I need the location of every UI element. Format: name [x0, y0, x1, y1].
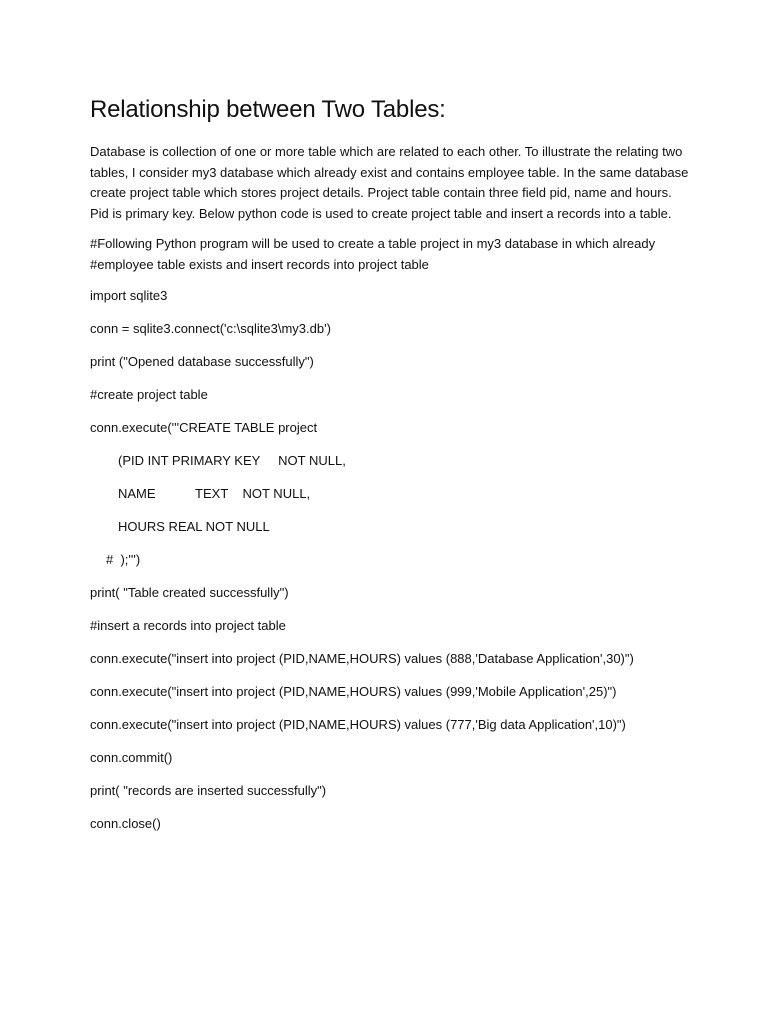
code-line-hours-column: HOURS REAL NOT NULL: [118, 519, 270, 534]
intro-line: Pid is primary key. Below python code is used to create project table and insert a records into a table.: [90, 205, 672, 221]
code-line-close-create: # );'''): [106, 552, 141, 567]
code-line-print-created: print( "Table created successfully"): [90, 585, 289, 600]
intro-paragraph: [90, 142, 689, 224]
code-line-commit: conn.commit(): [90, 750, 173, 765]
code-line-close: conn.close(): [90, 816, 161, 831]
intro-line: create project table which stores project details. Project table contain three field pid, name and hours.: [90, 185, 672, 200]
intro-line: Database is collection of one or more table which are related to each other. To illustrate the relating two: [90, 144, 683, 159]
code-line-insert-888: conn.execute("insert into project (PID,NAME,HOURS) values (888,'Database Application',30)"): [90, 651, 634, 666]
code-line-insert-777: conn.execute("insert into project (PID,NAME,HOURS) values (777,'Big data Application',10)"): [90, 717, 626, 732]
intro-line: tables, I consider my3 database which already exist and contains employee table. In the same database: [90, 164, 689, 180]
comment-line: #Following Python program will be used to create a table project in my3 database in which already: [90, 236, 656, 251]
code-line-pid-column: (PID INT PRIMARY KEY NOT NULL,: [118, 453, 346, 468]
code-line-comment-insert: #insert a records into project table: [90, 618, 286, 633]
program-comment: [90, 234, 678, 275]
page-title: Relationship between Two Tables:: [90, 96, 446, 123]
code-line-print-opened: print ("Opened database successfully"): [90, 354, 314, 369]
code-line-import: import sqlite3: [90, 288, 168, 303]
code-line-print-inserted: print( "records are inserted successfully"): [90, 783, 327, 798]
code-line-insert-999: conn.execute("insert into project (PID,NAME,HOURS) values (999,'Mobile Application',25)"): [90, 684, 617, 699]
code-line-name-column: NAME TEXT NOT NULL,: [118, 486, 311, 501]
code-line-create-table: conn.execute('''CREATE TABLE project: [90, 420, 318, 435]
comment-line: #employee table exists and insert records into project table: [90, 256, 429, 272]
code-line-connect: conn = sqlite3.connect('c:\sqlite3\my3.db'): [90, 321, 331, 336]
code-line-comment-create: #create project table: [90, 387, 208, 402]
